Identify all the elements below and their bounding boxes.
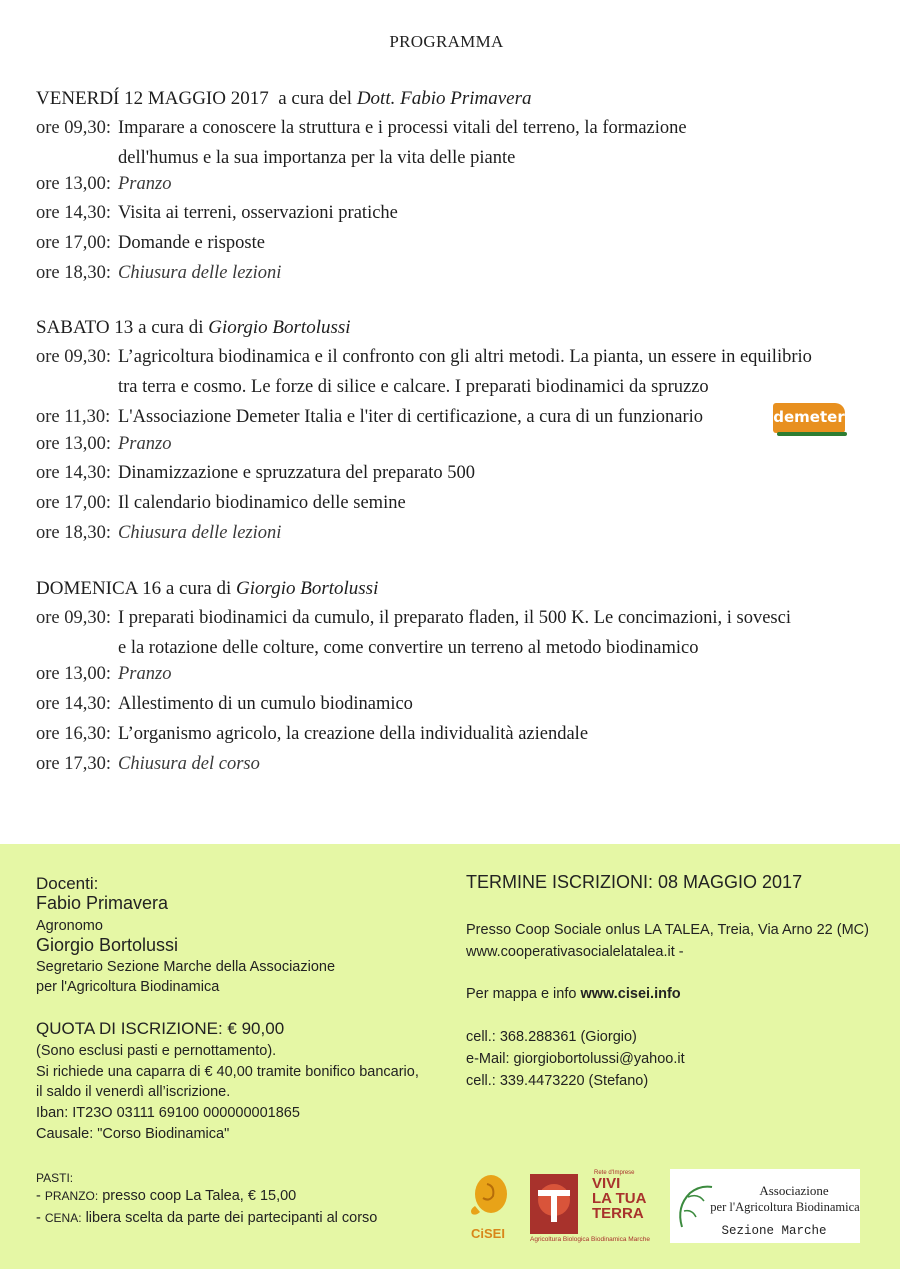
activity: Pranzo: [118, 434, 172, 454]
schedule-row: [36, 754, 260, 775]
vivi-line: VIVI: [592, 1175, 621, 1192]
presso-address: Presso Coop Sociale onlus LA TALEA, Treia, Via Arno 22 (MC): [466, 922, 869, 938]
mappa-info: [466, 986, 681, 1002]
iban: Iban: IT23O 03111 69100 000000001865: [36, 1105, 300, 1121]
time: ore 16,30:: [36, 724, 112, 744]
vivi-subtitle: Agricoltura Biologica Biodinamica Marche: [530, 1236, 650, 1243]
activity: Pranzo: [118, 664, 172, 684]
schedule-row: [36, 263, 281, 284]
time: ore 11,30:: [36, 407, 111, 427]
docente-role: Agronomo: [36, 918, 103, 934]
cura-prefix: a cura di: [165, 578, 232, 599]
day-header-venerdi: [36, 88, 532, 110]
day-title: VENERDÍ 12 MAGGIO 2017: [36, 88, 269, 109]
mappa-prefix: Per mappa e info: [466, 986, 581, 1002]
time: ore 14,30:: [36, 463, 112, 483]
vivi-line: TERRA: [592, 1205, 644, 1222]
activity: Domande e risposte: [118, 233, 265, 253]
activity: Pranzo: [118, 174, 172, 194]
schedule-row: [36, 463, 475, 484]
vivi-la-tua-terra-logo: [530, 1170, 650, 1246]
schedule-row: [36, 118, 687, 139]
schedule-row: [36, 493, 406, 514]
schedule-row: [36, 724, 588, 745]
cena-label: CENA:: [44, 1211, 82, 1225]
quota-line: il saldo il venerdì all’iscrizione.: [36, 1084, 231, 1100]
docenti-label: Docenti:: [36, 874, 99, 893]
associazione-biodinamica-logo: [670, 1169, 860, 1243]
contact-phone: cell.: 339.4473220 (Stefano): [466, 1073, 649, 1089]
time: ore 17,30:: [36, 754, 112, 774]
contact-email[interactable]: e-Mail: giorgiobortolussi@yahoo.it: [466, 1051, 685, 1067]
cisei-wordmark: CiSEI: [471, 1226, 505, 1241]
termine-iscrizioni: TERMINE ISCRIZIONI: 08 MAGGIO 2017: [466, 872, 803, 892]
activity: Chiusura delle lezioni: [118, 263, 282, 283]
bullet-dash: -: [36, 1188, 45, 1204]
day-title: SABATO 13: [36, 317, 134, 338]
activity-continuation: tra terra e cosmo. Le forze di silice e calcare. I preparati biodinamici da spruzzo: [118, 377, 709, 397]
docente-name: Fabio Primavera: [36, 893, 169, 913]
speaker-name: Giorgio Bortolussi: [236, 578, 379, 599]
assoc-line: Sezione Marche: [721, 1224, 827, 1238]
schedule-row: [36, 608, 791, 629]
bullet-dash: -: [36, 1210, 45, 1226]
page-title: PROGRAMMA: [389, 32, 504, 51]
schedule-row: [36, 233, 265, 254]
cura-prefix: a cura del: [278, 88, 353, 109]
day-header-sabato: [36, 317, 351, 339]
time: ore 13,00:: [36, 434, 112, 454]
activity-continuation: e la rotazione delle colture, come convertire un terreno al metodo biodinamico: [118, 638, 699, 658]
docente-name: Giorgio Bortolussi: [36, 935, 179, 955]
time: ore 13,00:: [36, 174, 112, 194]
pasti-label: PASTI:: [36, 1171, 74, 1185]
schedule-row: [36, 174, 171, 195]
causale: Causale: "Corso Biodinamica": [36, 1126, 230, 1142]
activity: Imparare a conoscere la struttura e i processi vitali del terreno, la formazione: [118, 118, 687, 138]
vivi-line: LA TUA: [592, 1190, 647, 1207]
schedule-row: [36, 203, 398, 224]
speaker-name: Dott. Fabio Primavera: [356, 88, 532, 109]
activity: Allestimento di un cumulo biodinamico: [118, 694, 413, 714]
activity-continuation: dell'humus e la sua importanza per la vita delle piante: [118, 148, 516, 168]
schedule-row: [36, 434, 171, 455]
activity: I preparati biodinamici da cumulo, il preparato fladen, il 500 K. Le concimazioni, i sovesci: [118, 608, 791, 628]
activity: Chiusura delle lezioni: [118, 523, 282, 543]
activity: L’organismo agricolo, la creazione della individualità aziendale: [118, 724, 589, 744]
pranzo-text: presso coop La Talea, € 15,00: [98, 1188, 297, 1204]
quota-line: (Sono esclusi pasti e pernottamento).: [36, 1043, 277, 1059]
cena-line: [36, 1210, 377, 1226]
activity: L’agricoltura biodinamica e il confronto con gli altri metodi. La pianta, un essere in equilibrio: [118, 347, 812, 367]
quota-heading: QUOTA DI ISCRIZIONE: € 90,00: [36, 1019, 285, 1038]
pranzo-label: PRANZO:: [44, 1189, 99, 1203]
schedule-row: [36, 523, 281, 544]
time: ore 09,30:: [36, 608, 112, 628]
cisei-link[interactable]: www.cisei.info: [580, 986, 681, 1002]
docente-role: per l'Agricoltura Biodinamica: [36, 979, 220, 995]
schedule-row: [36, 694, 413, 715]
time: ore 13,00:: [36, 664, 112, 684]
docente-role: Segretario Sezione Marche della Associazione: [36, 959, 336, 975]
day-title: DOMENICA 16: [36, 578, 162, 599]
time: ore 14,30:: [36, 203, 112, 223]
quota-line: Si richiede una caparra di € 40,00 tramite bonifico bancario,: [36, 1064, 419, 1080]
activity: Visita ai terreni, osservazioni pratiche: [118, 203, 398, 223]
activity: Chiusura del corso: [118, 754, 260, 774]
time: ore 17,00:: [36, 233, 112, 253]
time: ore 09,30:: [36, 347, 112, 367]
cisei-logo: [465, 1172, 511, 1242]
time: ore 17,00:: [36, 493, 112, 513]
cena-text: libera scelta da parte dei partecipanti al corso: [81, 1210, 378, 1226]
vivi-small-text: Rete d'Imprese: [594, 1170, 635, 1176]
demeter-logo: demeter: [773, 403, 845, 433]
activity: L'Associazione Demeter Italia e l'iter di certificazione, a cura di un funzionario: [118, 407, 704, 427]
contact-phone: cell.: 368.288361 (Giorgio): [466, 1029, 637, 1045]
day-header-domenica: [36, 578, 378, 600]
cura-prefix: a cura di: [138, 317, 204, 338]
pranzo-line: [36, 1188, 296, 1204]
website-link[interactable]: www.cooperativasocialelatalea.it -: [466, 944, 684, 960]
schedule-row: [36, 407, 703, 428]
schedule-row: [36, 664, 171, 685]
schedule-row: [36, 347, 812, 368]
time: ore 09,30:: [36, 118, 112, 138]
time: ore 18,30:: [36, 523, 112, 543]
speaker-name: Giorgio Bortolussi: [208, 317, 351, 338]
time: ore 14,30:: [36, 694, 112, 714]
activity: Il calendario biodinamico delle semine: [118, 493, 406, 513]
assoc-line: per l'Agricoltura Biodinamica: [710, 1200, 860, 1214]
time: ore 18,30:: [36, 263, 112, 283]
assoc-line: Associazione: [759, 1183, 829, 1198]
activity: Dinamizzazione e spruzzatura del preparato 500: [118, 463, 475, 483]
